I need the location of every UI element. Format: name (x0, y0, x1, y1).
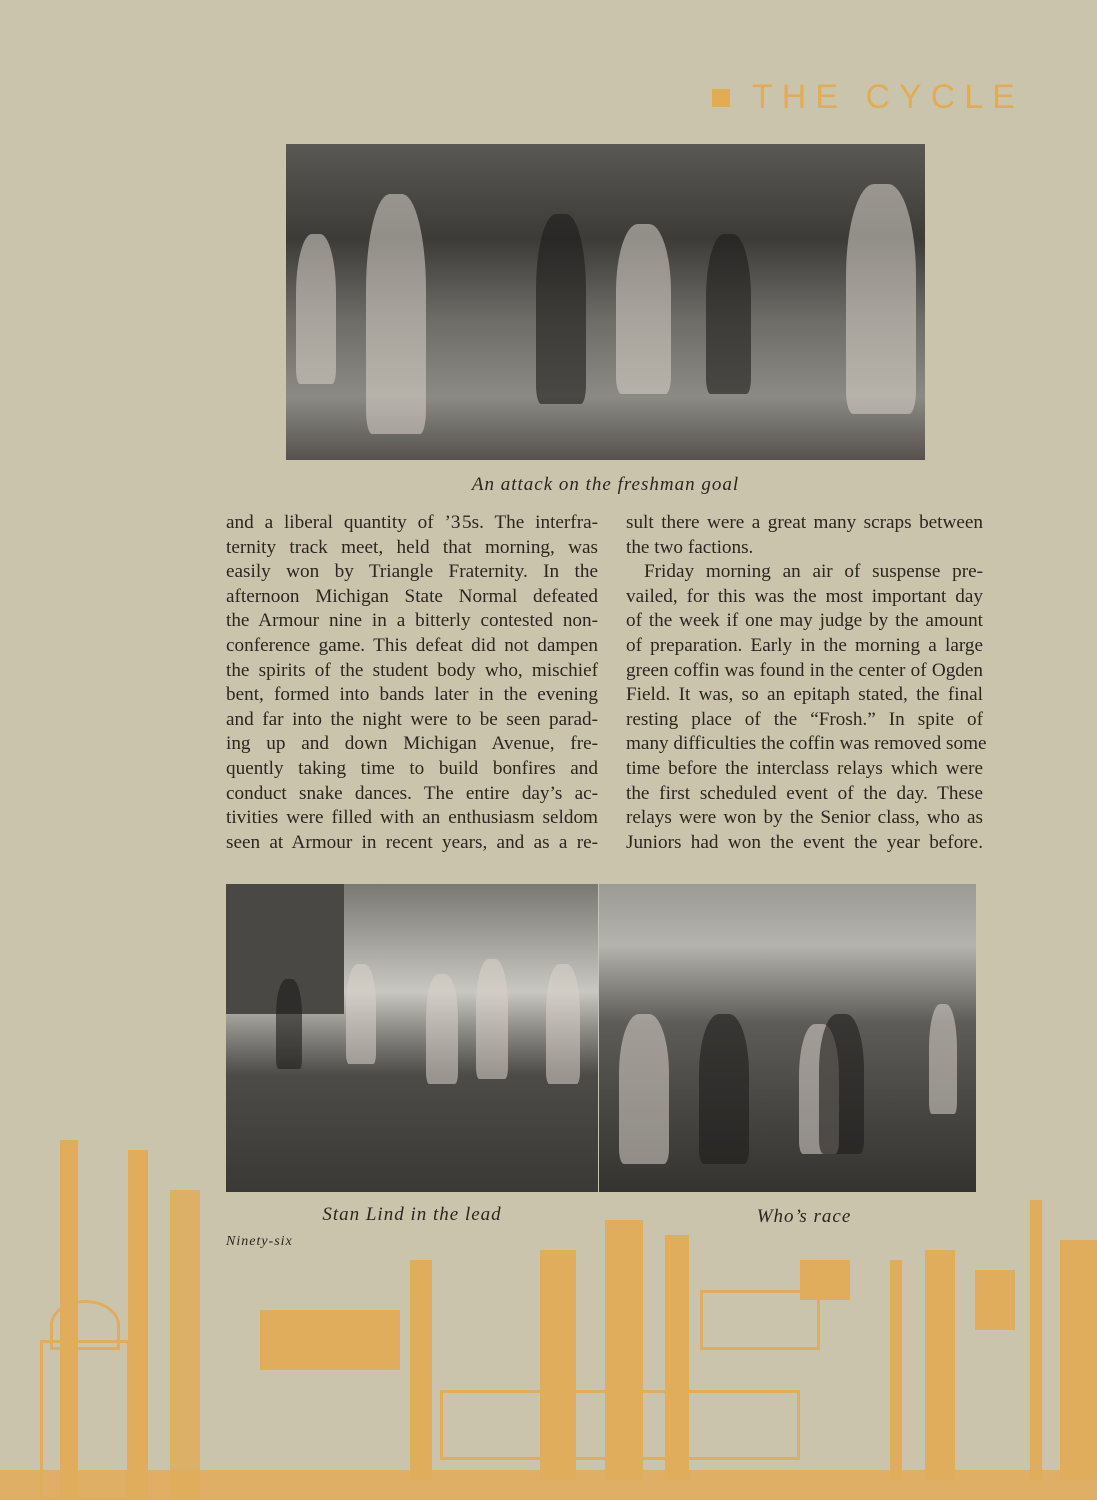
text-line: ternity track meet, held that morning, was (226, 536, 598, 558)
page-number: Ninety-six (226, 1234, 293, 1249)
text-line: afternoon Michigan State Normal defeated (226, 585, 598, 607)
caption-bottom-left-photo: Stan Lind in the lead (322, 1204, 502, 1225)
body-column-right (626, 511, 987, 855)
text-line: bent, formed into bands later in the evening (226, 684, 598, 706)
text-line: resting place of the “Frosh.” In spite of (626, 708, 983, 730)
caption-top-photo: An attack on the freshman goal (471, 474, 740, 495)
text-line: Friday morning an air of suspense pre- (644, 561, 983, 583)
text-line: the spirits of the student body who, mischief (226, 659, 598, 681)
text-line: relays were won by the Senior class, who as (626, 807, 983, 829)
text-line: the first scheduled event of the day. These (626, 782, 983, 804)
text-line: and far into the night were to be seen parad- (226, 708, 598, 730)
text-line: the Armour nine in a bitterly contested non- (226, 610, 598, 632)
text-line: Field. It was, so an epitaph stated, the final (626, 684, 983, 706)
text-line: sult there were a great many scraps between (626, 512, 983, 533)
text-line: many difficulties the coffin was removed some (626, 733, 987, 755)
text-line: conference game. This defeat did not dampen (226, 634, 598, 656)
header-title: THE CYCLE (752, 78, 1024, 116)
body-column-left (226, 511, 598, 855)
text-line: tivities were filled with an enthusiasm seldom (226, 807, 598, 829)
text-line: green coffin was found in the center of Ogden (626, 659, 983, 681)
text-line: and a liberal quantity of ’3 5s. The interfra- (226, 512, 598, 533)
caption-bottom-right-photo: Who’s race (756, 1206, 852, 1227)
text-line: easily won by Triangle Fraternity. In the (226, 561, 598, 583)
text-line: quently taking time to build bonfires and (226, 757, 598, 779)
text-line: Juniors had won the event the year before. (626, 831, 983, 853)
running-header (712, 78, 1024, 117)
text-line: the two factions. (626, 536, 754, 558)
text-line: ing up and down Michigan Avenue, fre- (226, 733, 598, 755)
square-ornament-icon (712, 89, 730, 107)
text-line: time before the interclass relays which were (626, 757, 983, 779)
text-line: conduct snake dances. The entire day’s ac- (226, 782, 598, 804)
text-line: vailed, for this was the most important day (626, 585, 983, 607)
skyline-decoration (0, 1140, 1097, 1500)
text-line: of the week if one may judge by the amount (626, 610, 983, 632)
photo-freshman-goal-attack (286, 144, 925, 460)
text-line: seen at Armour in recent years, and as a re- (226, 831, 598, 853)
text-line: of preparation. Early in the morning a large (626, 634, 983, 656)
